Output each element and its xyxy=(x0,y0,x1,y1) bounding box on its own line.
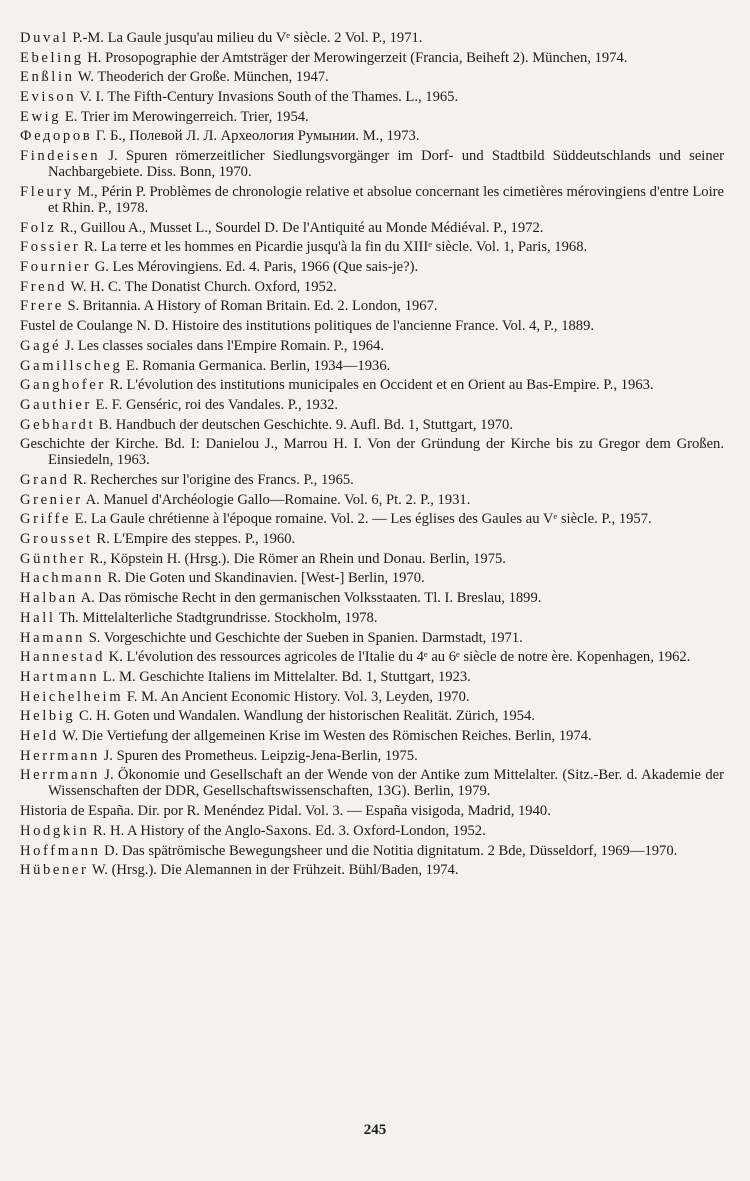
entry-text: R. L'évolution des institutions municipales en Occident et en Orient au Bas-Empire. P., 1963. xyxy=(105,377,654,394)
bibliography-entry xyxy=(20,728,724,744)
entry-text: A. Manuel d'Archéologie Gallo—Romaine. Vol. 6, Pt. 2. P., 1931. xyxy=(82,491,471,508)
bibliography-entry xyxy=(20,184,724,216)
entry-text: S. Britannia. A History of Roman Britain. Ed. 2. London, 1967. xyxy=(63,298,438,315)
bibliography-entry xyxy=(20,50,724,66)
entry-author: Gauthier xyxy=(20,396,92,413)
entry-author: Hartmann xyxy=(20,668,100,685)
entry-author: Hannestad xyxy=(20,649,105,666)
entry-author: Griffe xyxy=(20,511,71,528)
entry-text: P.-M. La Gaule jusqu'au milieu du Vᵉ siècle. 2 Vol. P., 1971. xyxy=(68,30,423,46)
entry-author: Herrmann xyxy=(20,767,100,784)
entry-text: R. H. A History of the Anglo-Saxons. Ed. 3. Oxford-London, 1952. xyxy=(89,822,486,839)
bibliography-entry xyxy=(20,570,724,586)
entry-text: D. Das spätrömische Bewegungsheer und die Notitia dignitatum. 2 Bde, Düsseldorf, 1969—1970. xyxy=(100,842,678,859)
bibliography-entry xyxy=(20,128,724,144)
entry-text: L. M. Geschichte Italiens im Mittelalter. Bd. 1, Stuttgart, 1923. xyxy=(99,668,471,685)
bibliography-entry xyxy=(20,531,724,547)
entry-author: Frend xyxy=(20,278,68,295)
entry-text: Fustel de Coulange N. D. Histoire des institutions politiques de l'ancienne France. Vol. 4, P., 1889. xyxy=(20,318,595,335)
entry-text: S. Vorgeschichte und Geschichte der Sueben in Spanien. Darmstadt, 1971. xyxy=(85,629,523,646)
bibliography-entry xyxy=(20,30,724,46)
entry-text: R. La terre et les hommes en Picardie jusqu'à la fin du XIIIᵉ siècle. Vol. 1, Paris, 1968. xyxy=(80,239,588,256)
entry-text: W. H. C. The Donatist Church. Oxford, 1952. xyxy=(67,278,337,295)
entry-text: V. I. The Fifth-Century Invasions South of the Thames. L., 1965. xyxy=(76,89,459,106)
entry-author: Grenier xyxy=(20,491,83,508)
bibliography-entry xyxy=(20,397,724,413)
bibliography-entry xyxy=(20,843,724,859)
bibliography-entry xyxy=(20,377,724,393)
entry-text: Г. Б., Полевой Л. Л. Археология Румынии. М., 1973. xyxy=(92,128,420,145)
bibliography-entry xyxy=(20,279,724,295)
entry-author: Folz xyxy=(20,219,57,236)
entry-author: Günther xyxy=(20,550,87,567)
entry-text: R. Die Goten und Skandinavien. [West-] Berlin, 1970. xyxy=(104,570,425,587)
bibliography-entry xyxy=(20,298,724,314)
bibliography-entry xyxy=(20,630,724,646)
bibliography-entry xyxy=(20,239,724,255)
bibliography-entry xyxy=(20,220,724,236)
entry-author: Halban xyxy=(20,590,78,607)
entry-author: Ewig xyxy=(20,108,62,125)
bibliography-entry xyxy=(20,69,724,85)
bibliography-entry xyxy=(20,417,724,433)
bibliography-entry xyxy=(20,492,724,508)
entry-text: F. M. An Ancient Economic History. Vol. 3, Leyden, 1970. xyxy=(123,688,470,705)
entry-author: Hoffmann xyxy=(20,842,101,859)
bibliography-entry xyxy=(20,649,724,665)
entry-author: Findeisen xyxy=(20,148,101,165)
entry-text: H. Prosopographie der Amtsträger der Merowingerzeit (Francia, Beiheft 2). München, 1974. xyxy=(83,49,628,66)
page-number: 245 xyxy=(363,1122,387,1138)
entry-author: Gagé xyxy=(20,337,62,354)
entry-author: Frere xyxy=(20,298,64,315)
entry-text: E. Trier im Merowingerreich. Trier, 1954. xyxy=(61,108,309,125)
entry-text: Geschichte der Kirche. Bd. I: Danielou J., Marrou H. I. Von der Gründung der Kirche bis zu Gregor dem Großen. Einsiedeln, 1963. xyxy=(20,436,724,469)
entry-text: J. Spuren des Prometheus. Leipzig-Jena-Berlin, 1975. xyxy=(99,747,418,764)
entry-author: Hübener xyxy=(20,862,89,879)
entry-text: M., Périn P. Problèmes de chronologie relative et absolue concernant les cimetières mérovingiens d'entre Loire et Rhin. P., 1978. xyxy=(48,183,724,216)
bibliography-entry xyxy=(20,472,724,488)
entry-author: Hachmann xyxy=(20,570,105,587)
entry-text: E. La Gaule chrétienne à l'époque romaine. Vol. 2. — Les églises des Gaules au Vᵉ siècle. P., 1957. xyxy=(71,511,652,528)
bibliography-entry xyxy=(20,551,724,567)
entry-text: E. Romania Germanica. Berlin, 1934—1936. xyxy=(122,357,391,374)
entry-text: G. Les Mérovingiens. Ed. 4. Paris, 1966 (Que sais-je?). xyxy=(91,259,419,276)
entry-author: Fossier xyxy=(20,239,81,256)
bibliography-entry xyxy=(20,590,724,606)
bibliography-entry xyxy=(20,89,724,105)
entry-text: B. Handbuch der deutschen Geschichte. 9. Aufl. Bd. 1, Stuttgart, 1970. xyxy=(95,416,513,433)
entry-author: Grousset xyxy=(20,531,93,548)
entry-author: Enßlin xyxy=(20,69,75,86)
entry-author: Hamann xyxy=(20,629,86,646)
entry-author: Gebhardt xyxy=(20,416,96,433)
entry-author: Evison xyxy=(20,89,77,106)
entry-text: K. L'évolution des ressources agricoles de l'Italie du 4ᵉ au 6ᵉ siècle de notre ère. Kopenhagen, 1962. xyxy=(105,649,691,666)
entry-author: Fournier xyxy=(20,259,92,276)
entry-author: Heichelheim xyxy=(20,688,124,705)
entry-text: R., Guillou A., Musset L., Sourdel D. De l'Antiquité au Monde Médiéval. P., 1972. xyxy=(56,219,544,236)
entry-author: Grand xyxy=(20,472,70,489)
bibliography-entry xyxy=(20,109,724,125)
bibliography-entry xyxy=(20,767,724,799)
entry-author: Hall xyxy=(20,609,56,626)
bibliography-entry xyxy=(20,259,724,275)
bibliography-entry xyxy=(20,358,724,374)
entry-author: Duval xyxy=(20,30,69,46)
bibliography-entry xyxy=(20,338,724,354)
bibliography-entry xyxy=(20,148,724,180)
entry-author: Held xyxy=(20,727,59,744)
entry-text: J. Spuren römerzeitlicher Siedlungsvorgänger im Dorf- und Stadtbild Süddeutschlands und seiner Nachbargebiete. Diss. Bonn, 1970. xyxy=(48,148,724,181)
entry-author: Herrmann xyxy=(20,747,100,764)
entry-author: Fleury xyxy=(20,183,74,200)
entry-text: R. L'Empire des steppes. P., 1960. xyxy=(92,531,296,548)
bibliography-entry xyxy=(20,669,724,685)
bibliography-entry xyxy=(20,823,724,839)
entry-text: J. Les classes sociales dans l'Empire Romain. P., 1964. xyxy=(61,337,385,354)
bibliography-entry xyxy=(20,436,724,468)
bibliography-list xyxy=(20,30,724,878)
bibliography-entry xyxy=(20,748,724,764)
entry-text: W. Die Vertiefung der allgemeinen Krise im Westen des Römischen Reiches. Berlin, 1974. xyxy=(58,727,592,744)
entry-text: E. F. Genséric, roi des Vandales. P., 1932. xyxy=(91,396,339,413)
entry-author: Федоров xyxy=(20,128,93,145)
entry-author: Hodgkin xyxy=(20,822,90,839)
entry-text: A. Das römische Recht in den germanischen Volksstaaten. Tl. I. Breslau, 1899. xyxy=(77,590,542,607)
entry-text: Historia de España. Dir. por R. Menéndez Pidal. Vol. 3. — España visigoda, Madrid, 1940. xyxy=(20,803,551,820)
entry-text: W. (Hrsg.). Die Alemannen in der Frühzeit. Bühl/Baden, 1974. xyxy=(88,862,459,879)
bibliography-entry xyxy=(20,689,724,705)
bibliography-entry xyxy=(20,862,724,878)
entry-author: Ebeling xyxy=(20,49,84,66)
entry-author: Ganghofer xyxy=(20,377,106,394)
entry-text: C. H. Goten und Wandalen. Wandlung der historischen Realität. Zürich, 1954. xyxy=(75,708,535,725)
bibliography-entry xyxy=(20,803,724,819)
bibliography-entry xyxy=(20,610,724,626)
entry-text: R. Recherches sur l'origine des Francs. P., 1965. xyxy=(69,472,354,489)
entry-text: W. Theoderich der Große. München, 1947. xyxy=(74,69,329,86)
entry-author: Gamillscheg xyxy=(20,357,123,374)
entry-author: Helbig xyxy=(20,708,76,725)
bibliography-entry xyxy=(20,511,724,527)
bibliography-entry xyxy=(20,708,724,724)
entry-text: R., Köpstein H. (Hrsg.). Die Römer an Rhein und Donau. Berlin, 1975. xyxy=(86,550,506,567)
entry-text: J. Ökonomie und Gesellschaft an der Wende von der Antike zum Mittelalter. (Sitz.-Ber. d. Akademie der Wissenschaften der DDR, Gesellschaftswissenschaften, 13G). Berlin, 1979. xyxy=(48,767,724,800)
bibliography-entry xyxy=(20,318,724,334)
entry-text: Th. Mittelalterliche Stadtgrundrisse. Stockholm, 1978. xyxy=(55,609,378,626)
